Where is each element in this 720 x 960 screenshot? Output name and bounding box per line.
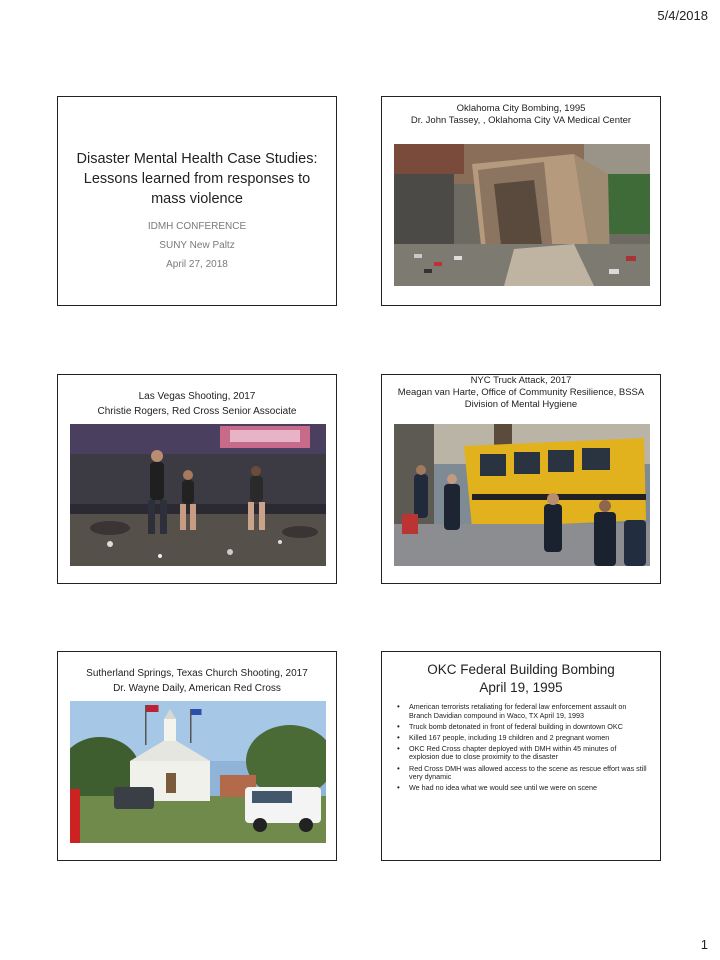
heading-line-2: April 19, 1995 bbox=[479, 680, 563, 695]
sutherland-springs-photo bbox=[70, 701, 326, 843]
heading-line-1: Oklahoma City Bombing, 1995 bbox=[456, 103, 586, 114]
las-vegas-photo bbox=[70, 424, 326, 566]
nyc-truck-attack-photo bbox=[394, 424, 650, 566]
heading-line-1: Las Vegas Shooting, 2017 bbox=[138, 391, 256, 402]
heading-line-2: Meagan van Harte, Office of Community Resilience, BSSA bbox=[397, 387, 645, 398]
heading-line-2: Christie Rogers, Red Cross Senior Associate bbox=[97, 406, 297, 417]
heading-line-1: Sutherland Springs, Texas Church Shooting, 2017 bbox=[86, 668, 308, 679]
heading-line-3: Division of Mental Hygiene bbox=[464, 399, 578, 410]
conference-date: April 27, 2018 bbox=[166, 259, 228, 270]
heading-line-1: NYC Truck Attack, 2017 bbox=[470, 375, 572, 386]
page-number: 1 bbox=[700, 937, 708, 952]
presentation-subtitle bbox=[72, 217, 322, 274]
bullet-item: • OKC Red Cross chapter deployed with DMH within 45 minutes of explosion due to close proximity to the disaster bbox=[396, 745, 648, 762]
slide-heading bbox=[390, 661, 652, 697]
bullet-item: • We had no idea what we would see until we were on scene bbox=[396, 784, 648, 793]
page-date: 5/4/2018 bbox=[657, 8, 708, 23]
heading-line-2: Dr. John Tassey, , Oklahoma City VA Medical Center bbox=[410, 115, 632, 126]
slide-nyc-truck-attack[interactable] bbox=[381, 374, 661, 584]
conference-name: IDMH CONFERENCE bbox=[147, 221, 247, 232]
slide-sutherland-springs-shooting[interactable] bbox=[57, 651, 337, 861]
bullet-item: • Killed 167 people, including 19 children and 2 pregnant women bbox=[396, 734, 648, 743]
bullet-item: • Red Cross DMH was allowed access to the scene as rescue effort was still very dynamic bbox=[396, 765, 648, 782]
slide-title[interactable] bbox=[57, 96, 337, 306]
bullet-list bbox=[396, 703, 648, 795]
slide-las-vegas-shooting[interactable] bbox=[57, 374, 337, 584]
presentation-title: Disaster Mental Health Case Studies: Lessons learned from responses to mass violence bbox=[76, 151, 318, 207]
heading-line-1: OKC Federal Building Bombing bbox=[427, 662, 615, 677]
slide-okc-federal-building[interactable] bbox=[381, 651, 661, 861]
bullet-item: • American terrorists retaliating for federal law enforcement assault on Branch Davidian compound in Waco, TX April 19, 1993 bbox=[396, 703, 648, 720]
slide-heading bbox=[386, 375, 656, 411]
slide-okc-bombing[interactable] bbox=[381, 96, 661, 306]
slide-heading bbox=[386, 103, 656, 127]
slide-heading bbox=[62, 666, 332, 696]
conference-location: SUNY New Paltz bbox=[159, 240, 235, 251]
okc-bombing-photo bbox=[394, 144, 650, 286]
slide-heading bbox=[62, 389, 332, 419]
bullet-item: • Truck bomb detonated in front of federal building in downtown OKC bbox=[396, 723, 648, 732]
heading-line-2: Dr. Wayne Daily, American Red Cross bbox=[113, 683, 281, 694]
